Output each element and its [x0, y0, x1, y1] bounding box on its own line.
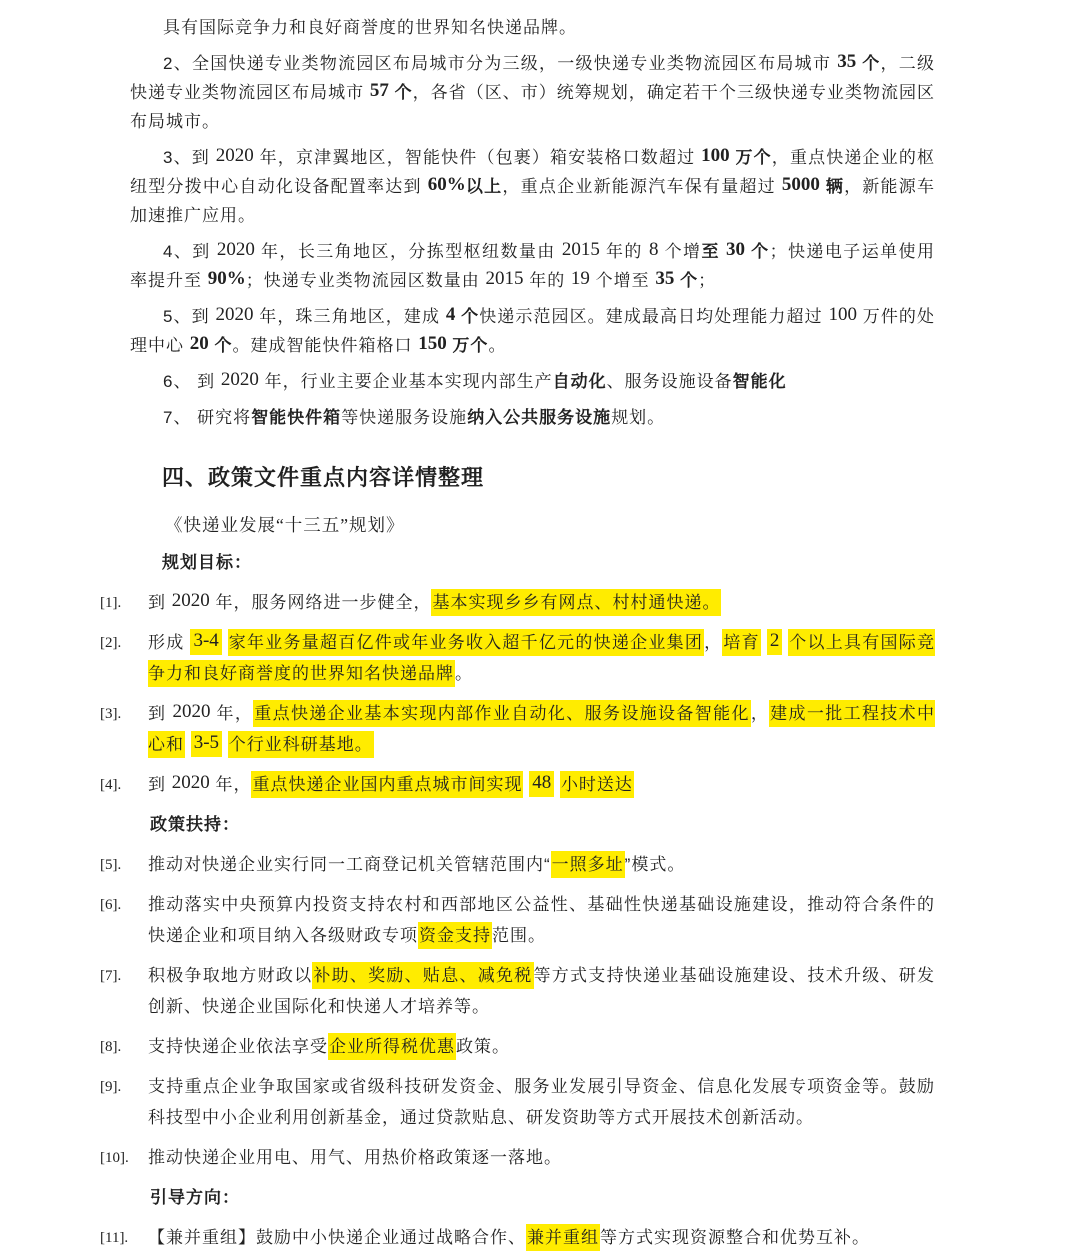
bold-text: 个	[674, 271, 699, 290]
list-marker: [1].	[100, 595, 122, 611]
highlighted-text: 一照多址	[551, 851, 625, 878]
list-item-text: 到 2020 年，重点快递企业国内重点城市间实现 48 小时送达	[148, 775, 634, 794]
list-item-3	[100, 698, 936, 760]
list-item-8	[100, 1031, 935, 1062]
list-item-text: 到 2020 年，服务网络进一步健全，基本实现乡乡有网点、村村通快递。	[148, 593, 721, 612]
bold-text: 个	[745, 242, 770, 261]
number-text: 2020	[215, 145, 254, 166]
paragraph-item1-continuation: 具有国际竞争力和良好商誉度的世界知名快递品牌。	[163, 18, 577, 37]
highlighted-text: 个行业科研基地。	[228, 731, 374, 758]
list-item-text: 【兼并重组】鼓励中小快递企业通过战略合作、兼并重组等方式实现资源整合和优势互补。	[148, 1224, 870, 1251]
number-text: 8	[648, 239, 659, 260]
bold-text: 4	[445, 304, 456, 325]
paragraph-item5: 5、到 2020 年，珠三角地区，建成 4 个快递示范园区。建成最高日均处理能力超过 100 万件的处理中心 20 个。建成智能快件箱格口 150 万个。	[130, 304, 935, 355]
bold-text: 35	[837, 51, 857, 72]
list-item-text: 形成 3-4 家年业务量超百亿件或年业务收入超千亿元的快递企业集团，培育 2 个以上具有国际竞争力和良好商誉度的世界知名快递品牌。	[148, 633, 935, 683]
bold-text: 57	[369, 80, 389, 101]
highlighted-text: 小时送达	[560, 771, 634, 798]
list-item-11	[100, 1222, 935, 1253]
highlighted-text: 补助、奖励、贴息、减免税	[312, 962, 533, 989]
list-item-10	[100, 1142, 935, 1173]
bold-text: 至	[701, 242, 727, 261]
bold-text: 万个	[729, 148, 772, 167]
list-item-text: 积极争取地方财政以补助、奖励、贴息、减免税等方式支持快递业基础设施建设、技术升级、研发创新、快递企业国际化和快递人才培养等。	[148, 962, 935, 1016]
list-item-text: 支持快递企业依法享受企业所得税优惠政策。	[148, 1033, 510, 1060]
highlighted-text: 培育	[722, 629, 761, 656]
highlighted-text: 48	[529, 771, 554, 797]
highlighted-text: 3-5	[191, 731, 222, 757]
highlighted-text: 兼并重组	[526, 1224, 600, 1251]
highlighted-text: 资金支持	[418, 922, 492, 949]
subsection-heading-goals: 规划目标：	[162, 553, 252, 572]
number-text: 2020	[171, 772, 210, 793]
list-item-9	[100, 1071, 935, 1133]
list-item-text: 推动快递企业用电、用气、用热价格政策逐一落地。	[148, 1148, 562, 1167]
number-text: 100	[828, 304, 857, 325]
number-text: 2020	[215, 304, 254, 325]
bold-text: 个	[856, 54, 881, 73]
bold-text: 20	[189, 333, 209, 354]
paragraph-item4: 4、到 2020 年，长三角地区，分拣型枢纽数量由 2015 年的 8 个增至 30 个；快递电子运单使用率提升至 90%；快递专业类物流园区数量由 2015 年的 19 个增至 35 个；	[130, 239, 935, 290]
bold-text: 5000	[781, 174, 820, 195]
highlighted-text: 3-4	[190, 629, 221, 655]
paragraph-item6: 6、 到 2020 年，行业主要企业基本实现内部生产自动化、服务设施设备智能化	[163, 369, 787, 391]
number-text: 2020	[220, 369, 259, 390]
list-marker: [6].	[100, 897, 122, 913]
bold-text: 150	[418, 333, 447, 354]
bold-text: 智能快件箱	[251, 408, 342, 427]
list-marker: [11].	[100, 1230, 129, 1246]
number-text: 2020	[216, 239, 255, 260]
bold-text: 智能化	[732, 372, 787, 391]
bold-text: 个	[388, 83, 413, 102]
list-item-7	[100, 960, 936, 1022]
bold-text: 辆	[819, 177, 845, 196]
highlighted-text: 建成一批工程技术中心和	[148, 700, 935, 758]
list-marker: [7].	[100, 968, 122, 984]
highlighted-text: 企业所得税优惠	[328, 1033, 456, 1060]
number-text: 19	[570, 268, 590, 289]
bold-text: 以上	[465, 177, 503, 196]
list-marker: [2].	[100, 635, 122, 651]
list-item-4	[100, 769, 935, 800]
list-item-6	[100, 889, 935, 951]
list-marker: [3].	[100, 706, 122, 722]
bold-text: 万个	[446, 336, 489, 355]
highlighted-text: 重点快递企业基本实现内部作业自动化、服务设施设备智能化	[253, 700, 751, 727]
highlighted-text: 个以上具有国际竞争力和良好商誉度的世界知名快递品牌	[148, 629, 935, 687]
bold-text: 35	[655, 268, 675, 289]
paragraph-item7: 7、 研究将智能快件箱等快递服务设施纳入公共服务设施规划。	[163, 408, 666, 427]
list-item-5	[100, 849, 935, 880]
list-item-text: 推动对快递企业实行同一工商登记机关管辖范围内“一照多址”模式。	[148, 851, 685, 878]
list-item-text: 到 2020 年，重点快递企业基本实现内部作业自动化、服务设施设备智能化，建成一批工程技术中心和 3-5 个行业科研基地。	[148, 704, 935, 754]
bold-text: 个	[208, 336, 233, 355]
list-marker: [10].	[100, 1150, 129, 1166]
highlighted-text: 重点快递企业国内重点城市间实现	[251, 771, 523, 798]
list-item-2	[100, 627, 936, 689]
number-text: 2020	[171, 590, 210, 611]
bold-text: 自动化	[552, 372, 607, 391]
section-heading: 四、政策文件重点内容详情整理	[162, 465, 485, 490]
list-item-text: 支持重点企业争取国家或省级科技研发资金、服务业发展引导资金、信息化发展专项资金等。鼓励科技型中小企业利用创新基金，通过贷款贴息、研发资助等方式开展技术创新活动。	[148, 1077, 935, 1127]
bold-text: 个	[455, 307, 480, 326]
bold-text: 60%	[427, 174, 466, 195]
paragraph-item3: 3、到 2020 年，京津翼地区，智能快件（包裹）箱安装格口数超过 100 万个，重点快递企业的枢纽型分拨中心自动化设备配置率达到 60%以上，重点企业新能源汽车保有量超过 5000 辆，新能源车加速推广应用。	[130, 145, 936, 225]
bold-text: 纳入公共服务设施	[467, 408, 612, 427]
bold-text: 100	[701, 145, 730, 166]
document-title: 《快递业发展“十三五”规划》	[165, 515, 405, 535]
highlighted-text: 基本实现乡乡有网点、村村通快递。	[431, 589, 721, 616]
subsection-heading-policy: 政策扶持：	[150, 815, 240, 834]
list-marker: [9].	[100, 1079, 122, 1095]
list-marker: [5].	[100, 857, 122, 873]
list-marker: [4].	[100, 777, 122, 793]
bold-text: 30	[726, 239, 746, 260]
bold-text: 90%	[207, 268, 246, 289]
list-item-1	[100, 587, 935, 618]
list-item-text: 推动落实中央预算内投资支持农村和西部地区公益性、基础性快递基础设施建设，推动符合条件的快递企业和项目纳入各级财政专项资金支持范围。	[148, 895, 935, 949]
number-text: 2015	[485, 268, 524, 289]
number-text: 2015	[561, 239, 600, 260]
paragraph-item2: 2、全国快递专业类物流园区布局城市分为三级，一级快递专业类物流园区布局城市 35 个，二级快递专业类物流园区布局城市 57 个，各省（区、市）统筹规划，确定若干个三级快递专业类物流园区布局城市。	[130, 51, 935, 131]
number-text: 2020	[172, 701, 211, 722]
highlighted-text: 2	[767, 629, 783, 655]
subsection-heading-guidance: 引导方向：	[150, 1188, 240, 1207]
highlighted-text: 家年业务量超百亿件或年业务收入超千亿元的快递企业集团	[228, 629, 704, 656]
list-marker: [8].	[100, 1039, 122, 1055]
